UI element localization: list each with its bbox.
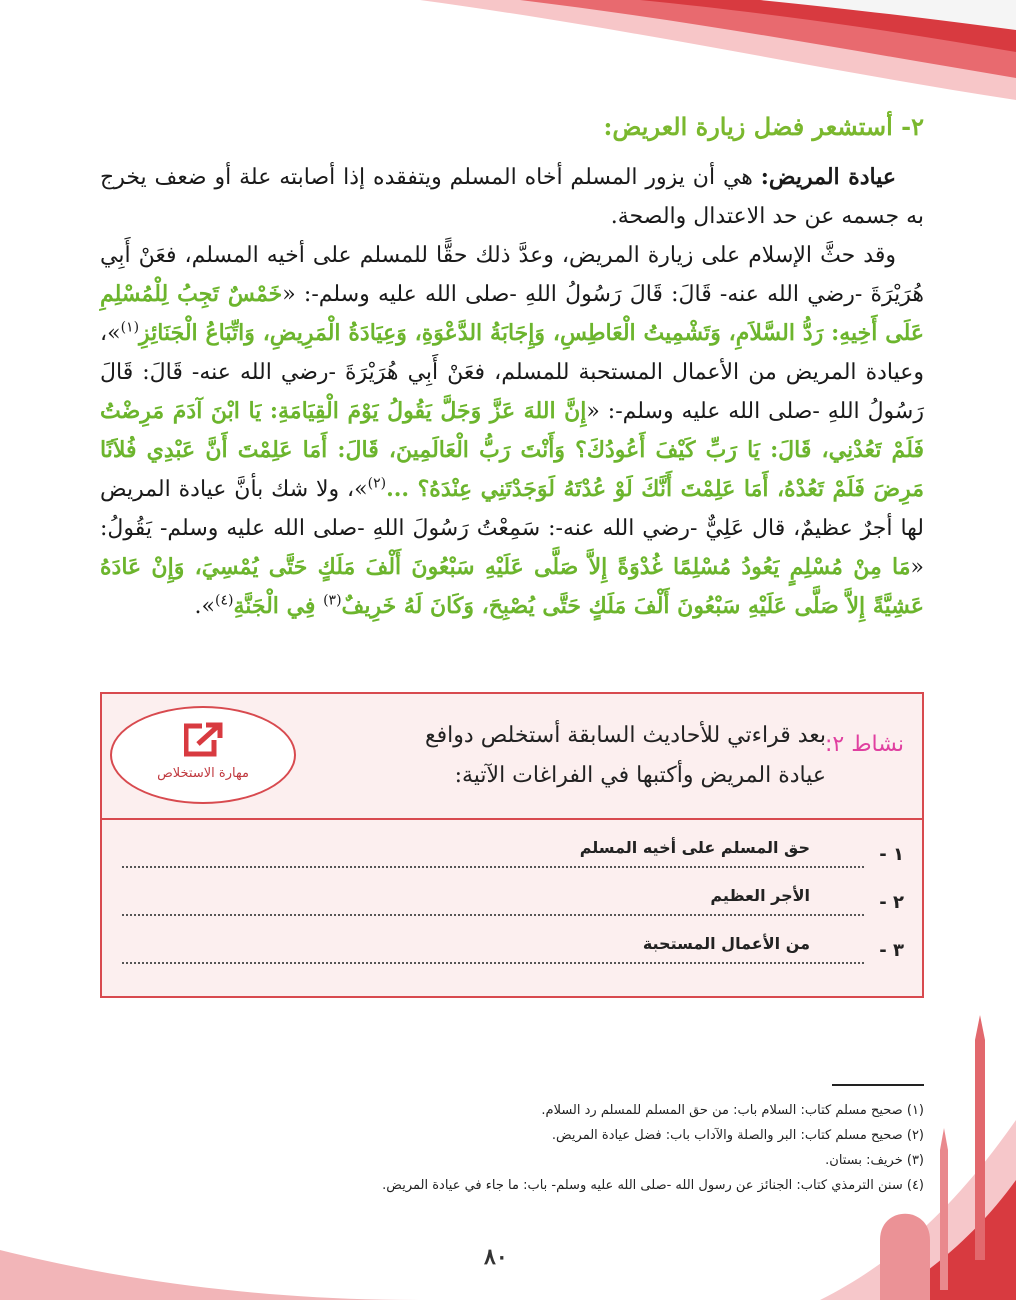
lesson-body <box>100 158 924 626</box>
hadith-1: خَمْسٌ تَجِبُ لِلْمُسْلِمِ عَلَى أَخِيهِ: رَدُّ السَّلاَمِ، وَتَشْمِيتُ الْعَاطِسِ، وَإِجَابَةُ الدَّعْوَةِ، وَعِيَادَةُ الْمَرِيضِ، وَاتِّبَاعُ الْجَنَائِزِ <box>100 281 924 346</box>
section-heading: ٢- أستشعر فضل زيارة العريض: <box>603 112 924 141</box>
answer-text: من الأعمال المستحبة <box>639 934 814 953</box>
footnote-ref-3: (٣) <box>323 592 342 609</box>
closing-text: ». <box>194 594 215 619</box>
footnote-ref-2: (٢) <box>367 475 387 492</box>
answer-number: ١ - <box>879 844 904 865</box>
answer-row[interactable] <box>122 934 904 974</box>
skill-name: مهارة الاستخلاص <box>157 766 249 781</box>
hadith-3-end: فِي الْجَنَّةِ <box>233 593 324 619</box>
answer-number: ٢ - <box>879 892 904 913</box>
extract-icon <box>184 722 224 758</box>
activity-box <box>100 692 924 998</box>
activity-prompt: بعد قراءتي للأحاديث السابقة أستخلص دوافع عيادة المريض وأكتبها في الفراغات الآتية: <box>424 723 826 788</box>
footnote-item: (١) صحيح مسلم كتاب: السلام باب: من حق المسلم للمسلم رد السلام. <box>541 1103 924 1118</box>
definition-term: عيادة المريض: <box>760 164 896 190</box>
mid-text-2: »، ولا شك بأنَّ عيادة المريض لها أجرٌ عظيمٌ، قال عَلِيٌّ -رضي الله عنه-: سَمِعْتُ رَسُولَ اللهِ -صلى الله عليه وسلم- يَقُولُ: « <box>100 477 924 580</box>
footnote-item: (٣) خريف: بستان. <box>825 1153 924 1168</box>
top-ribbon-decoration <box>0 0 1016 120</box>
hadith-paragraph <box>100 236 924 626</box>
skill-badge <box>110 706 296 804</box>
footnote-separator <box>832 1084 924 1086</box>
answer-text: الأجر العظيم <box>706 886 814 905</box>
mid-text-1: »، وعيادة المريض من الأعمال المستحبة للمسلم، فعَنْ أَبِي هُرَيْرَةَ -رضي الله عنه- قَالَ: قَالَ رَسُولُ اللهِ -صلى الله عليه وسلم-: « <box>100 321 924 424</box>
answer-row[interactable] <box>122 838 904 878</box>
footnote-ref-1: (١) <box>120 319 140 336</box>
footnotes <box>382 1098 924 1198</box>
intro-text: وقد حثَّ الإسلام على زيارة المريض، وعدَّ ذلك حقًّا للمسلم على أخيه المسلم، فعَنْ أَبِي هُرَيْرَةَ -رضي الله عنه- قَالَ: قَالَ رَسُولُ اللهِ -صلى الله عليه وسلم-: « <box>100 243 924 307</box>
activity-label: نشاط ٢: <box>824 732 904 757</box>
answer-row[interactable] <box>122 886 904 926</box>
answer-dotted-line <box>122 962 864 964</box>
footnote-item: (٢) صحيح مسلم كتاب: البر والصلة والآداب باب: فضل عيادة المريض. <box>551 1128 924 1143</box>
answer-number: ٣ - <box>879 940 904 961</box>
footnote-ref-4: (٤) <box>214 592 234 609</box>
definition-text: هي أن يزور المسلم أخاه المسلم ويتفقده إذا أصابته علة أو ضعف يخرج به جسمه عن حد الاعتدال والصحة. <box>100 165 924 229</box>
activity-header <box>102 694 922 818</box>
definition-paragraph <box>100 158 924 236</box>
footnote-item: (٤) سنن الترمذي كتاب: الجنائز عن رسول الله -صلى الله عليه وسلم- باب: ما جاء في عيادة المريض. <box>382 1178 924 1193</box>
hadith-2: إِنَّ اللهَ عَزَّ وَجَلَّ يَقُولُ يَوْمَ الْقِيَامَةِ: يَا ابْنَ آدَمَ مَرِضْتُ فَلَمْ تَعُدْنِي، قَالَ: يَا رَبِّ كَيْفَ أَعُودُكَ؟ وَأَنْتَ رَبُّ الْعَالَمِينَ، قَالَ: أَمَا عَلِمْتَ أَنَّ عَبْدِي فُلاَنًا مَرِضَ فَلَمْ تَعُدْهُ، أَمَا عَلِمْتَ أَنَّكَ لَوْ عُدْتَهُ لَوَجَدْتَنِي عِنْدَهُ؟ ... <box>100 398 924 502</box>
answer-dotted-line <box>122 914 864 916</box>
page-number: ٨٠ <box>484 1244 508 1270</box>
hadith-3: مَا مِنْ مُسْلِمٍ يَعُودُ مُسْلِمًا غُدْوَةً إِلاَّ صَلَّى عَلَيْهِ سَبْعُونَ أَلْفَ مَلَكٍ حَتَّى يُمْسِيَ، وَإِنْ عَادَهُ عَشِيَّةً إِلاَّ صَلَّى عَلَيْهِ سَبْعُونَ أَلْفَ مَلَكٍ حَتَّى يُصْبِحَ، وَكَانَ لَهُ خَرِيفٌ <box>100 554 924 619</box>
answer-text: حق المسلم على أخيه المسلم <box>576 838 814 857</box>
answer-dotted-line <box>122 866 864 868</box>
activity-divider <box>102 818 922 820</box>
